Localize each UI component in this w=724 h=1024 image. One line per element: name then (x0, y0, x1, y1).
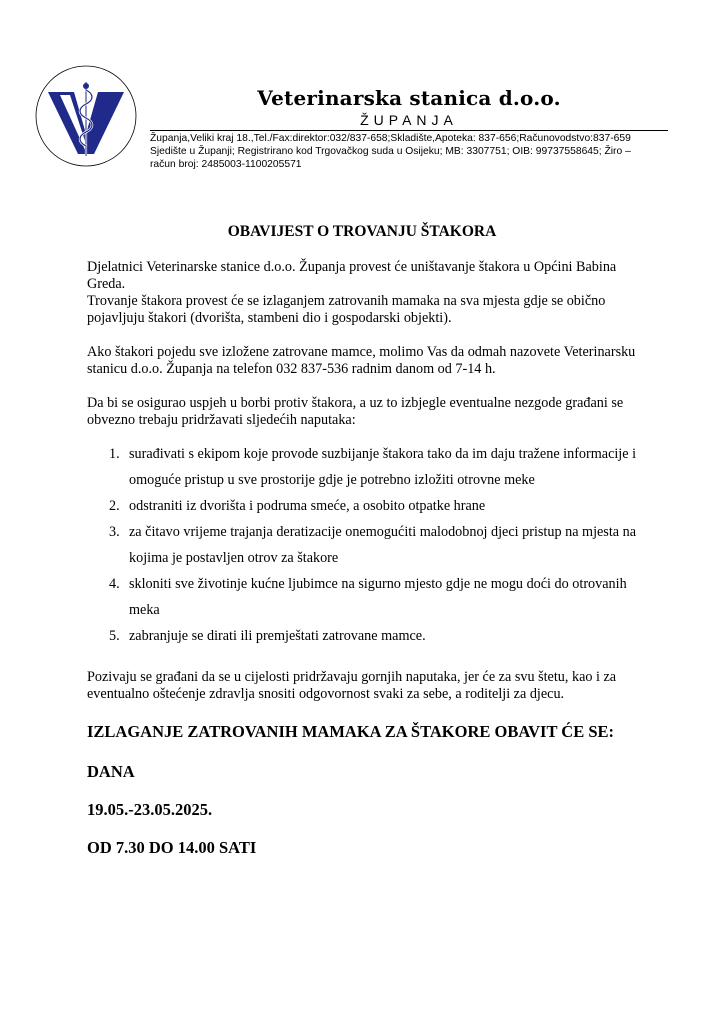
list-item (87, 441, 667, 493)
contact-line: Sjedište u Županji; Registrirano kod Trgovačkog suda u Osijeku; MB: 3307751; OIB: 99737558645; Žiro – (150, 146, 631, 157)
text-line: Ako štakori pojedu sve izložene zatrovane mamce, molimo Vas da odmah nazovete Veterinarsku (87, 344, 636, 360)
list-text: meka (129, 602, 160, 618)
list-number: 4. (109, 576, 120, 592)
list-item (87, 571, 667, 623)
list-item (87, 623, 667, 649)
text-line: pojavljuju štakori (dvorišta, stambeni dio i gospodarski objekti). (87, 310, 452, 326)
list-text: skloniti sve životinje kućne ljubimce na sigurno mjesto gdje ne mogu doći do otrovanih (129, 576, 627, 592)
text-line: stanicu d.o.o. Županja na telefon 032 837-536 radnim danom od 7-14 h. (87, 361, 496, 377)
list-item (87, 519, 667, 571)
list-text: kojima je postavljen otrov za štakore (129, 550, 339, 566)
text-line: Trovanje štakora provest će se izlaganjem zatrovanih mamaka na sva mjesta gdje se obično (87, 293, 606, 309)
date-range: 19.05.-23.05.2025. (87, 800, 213, 819)
intro-paragraph (87, 259, 667, 327)
organization-city: ŽUPANJA (360, 112, 458, 128)
list-number: 1. (109, 446, 120, 462)
text-line: eventualno oštećenje zdravlja snositi odgovornost svaki za sebe, a roditelji za djecu. (87, 686, 565, 702)
list-text: surađivati s ekipom koje provode suzbijanje štakora tako da im daju tražene informacije i (129, 446, 637, 462)
days-label: DANA (87, 762, 135, 781)
list-item (87, 493, 667, 519)
contact-line: račun broj: 2485003-1100205571 (150, 159, 302, 170)
veterinary-logo-icon (34, 64, 138, 168)
notice-title: OBAVIJEST O TROVANJU ŠTAKORA (227, 223, 497, 240)
text-line: Da bi se osigurao uspjeh u borbi protiv štakora, a uz to izbjegle eventualne nezgode građani se (87, 395, 624, 411)
instructions-list (87, 441, 667, 649)
text-line: obvezno trebaju pridržavati sljedećih naputaka: (87, 412, 356, 428)
text-line: Pozivaju se građani da se u cijelosti pridržavaju gornjih naputaka, jer će za svu štetu, kao i za (87, 669, 617, 685)
responsibility-paragraph (87, 669, 667, 703)
contact-paragraph (87, 344, 667, 378)
contact-line: Županja,Veliki kraj 18.,Tel./Fax:direktor:032/837-658;Skladište,Apoteka: 837-656;Računovodstvo:837-659 (150, 133, 631, 144)
schedule-heading: IZLAGANJE ZATROVANIH MAMAKA ZA ŠTAKORE OBAVIT ĆE SE: (87, 722, 615, 741)
header-divider (150, 130, 668, 131)
contact-info (150, 132, 672, 171)
time-range: OD 7.30 DO 14.00 SATI (87, 838, 257, 857)
list-number: 5. (109, 628, 120, 644)
instructions-intro (87, 395, 667, 429)
list-text: zabranjuje se dirati ili premještati zatrovane mamce. (129, 628, 426, 644)
text-line: Greda. (87, 276, 126, 292)
list-text: odstraniti iz dvorišta i podruma smeće, a osobito otpatke hrane (129, 498, 486, 514)
list-number: 3. (109, 524, 120, 540)
organization-name: Veterinarska stanica d.o.o. (257, 86, 561, 110)
list-text: za čitavo vrijeme trajanja deratizacije onemogućiti malodobnoj djeci pristup na mjesta na (129, 524, 637, 540)
list-text: omoguće pristup u sve prostorije gdje je potrebno izložiti otrovne meke (129, 472, 535, 488)
text-line: Djelatnici Veterinarske stanice d.o.o. Županja provest će uništavanje štakora u Općini Babina (87, 259, 617, 275)
list-number: 2. (109, 498, 120, 514)
